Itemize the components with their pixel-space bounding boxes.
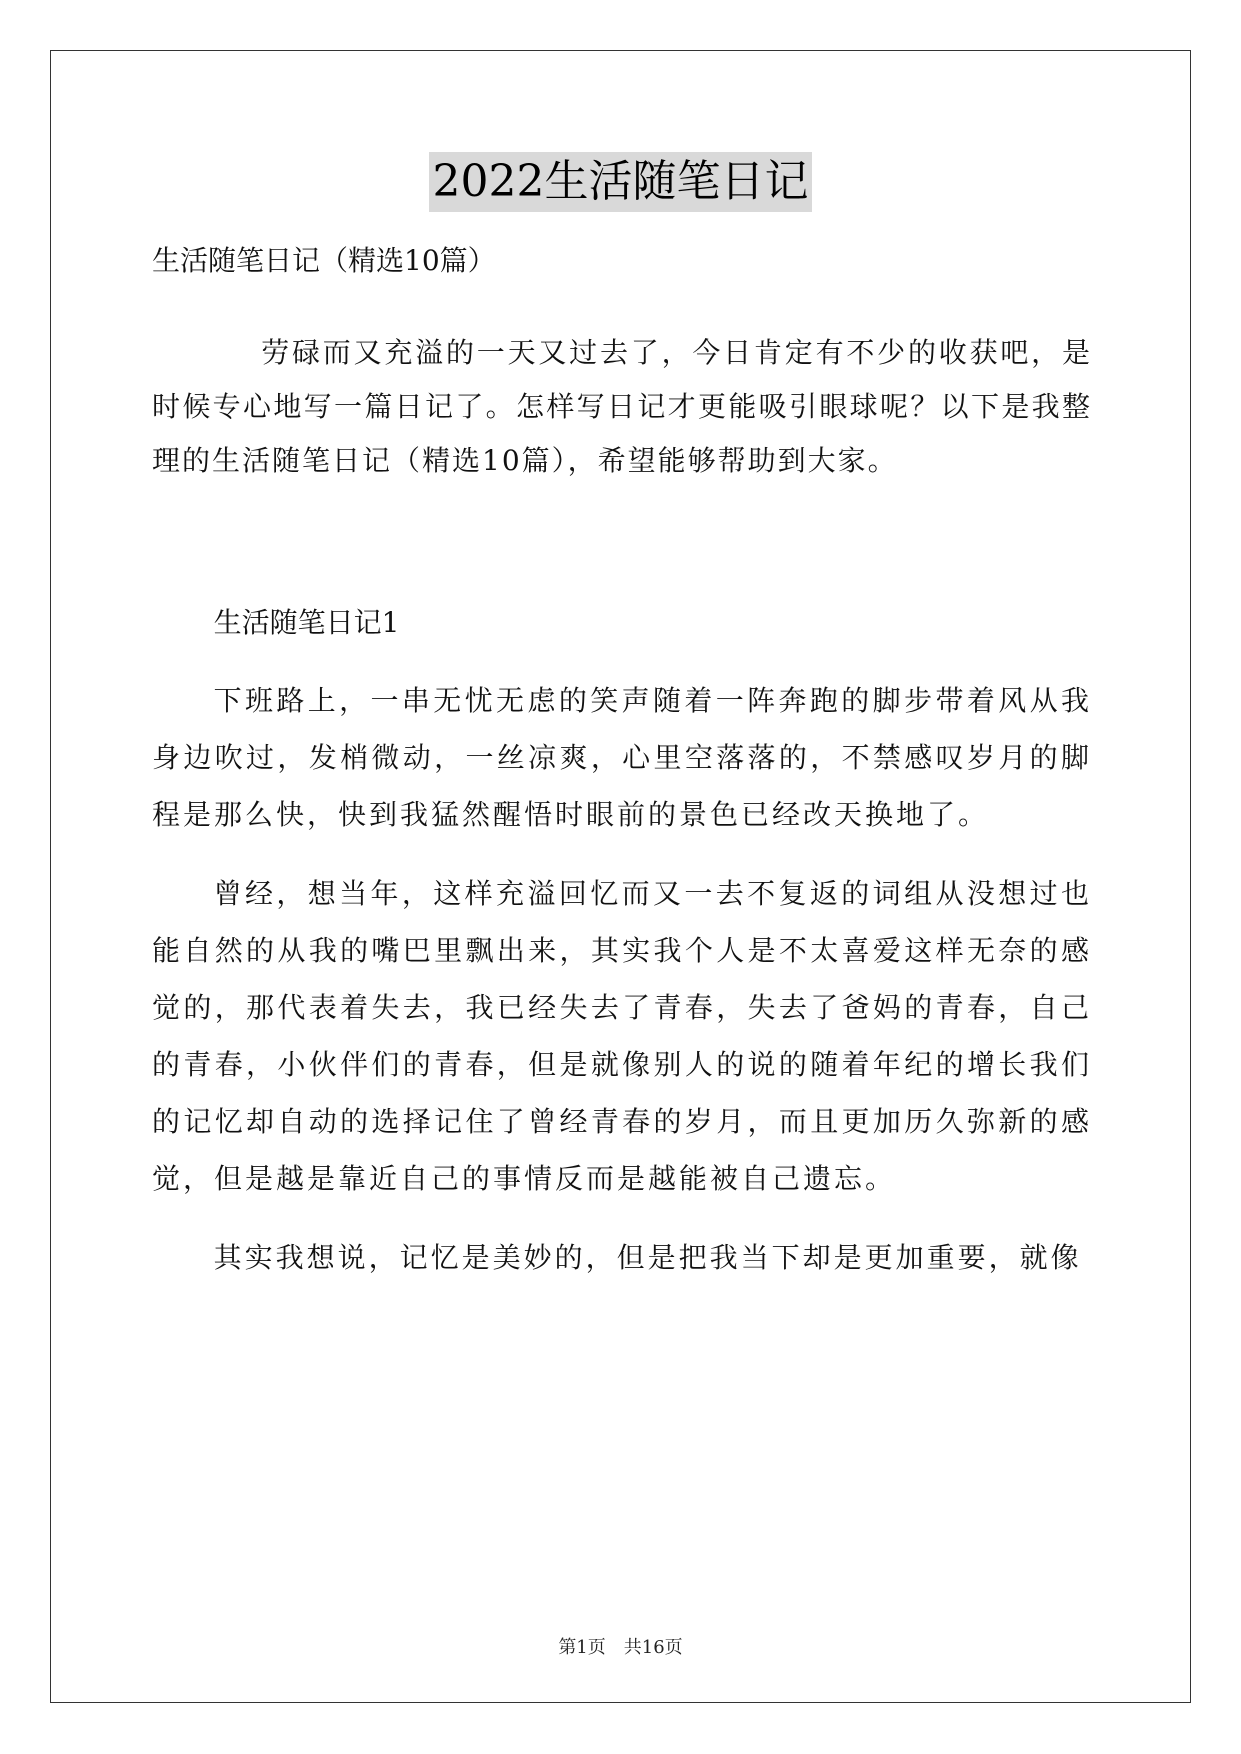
document-title: 2022生活随笔日记 — [429, 152, 813, 212]
intro-paragraph: 劳碌而又充溢的一天又过去了，今日肯定有不少的收获吧，是时候专心地写一篇日记了。怎样写日记才更能吸引眼球呢？以下是我整理的生活随笔日记（精选10篇），希望能够帮助到大家。 — [152, 336, 1092, 477]
document-subtitle: 生活随笔日记（精选10篇） — [152, 244, 496, 277]
title-wrap — [0, 152, 1241, 212]
section-heading: 生活随笔日记1 — [213, 606, 400, 639]
body-paragraph: 曾经，想当年，这样充溢回忆而又一去不复返的词组从没想过也能自然的从我的嘴巴里飘出来，其实我个人是不太喜爱这样无奈的感觉的，那代表着失去，我已经失去了青春，失去了爸妈的青春，自己的青春，小伙伴们的青春，但是就像别人的说的随着年纪的增长我们的记忆却自动的选择记住了曾经青春的岁月，而且更加历久弥新的感觉，但是越是靠近自己的事情反而是越能被自己遗忘。 — [152, 877, 1092, 1195]
body-paragraph: 其实我想说，记忆是美妙的，但是把我当下却是更加重要，就像 — [213, 1241, 1082, 1274]
document-body — [152, 234, 1092, 1286]
page-footer: 第1页 共16页 — [558, 1637, 683, 1658]
body-paragraph: 下班路上，一串无忧无虑的笑声随着一阵奔跑的脚步带着风从我身边吹过，发梢微动，一丝凉爽，心里空落落的，不禁感叹岁月的脚程是那么快，快到我猛然醒悟时眼前的景色已经改天换地了。 — [152, 684, 1092, 831]
